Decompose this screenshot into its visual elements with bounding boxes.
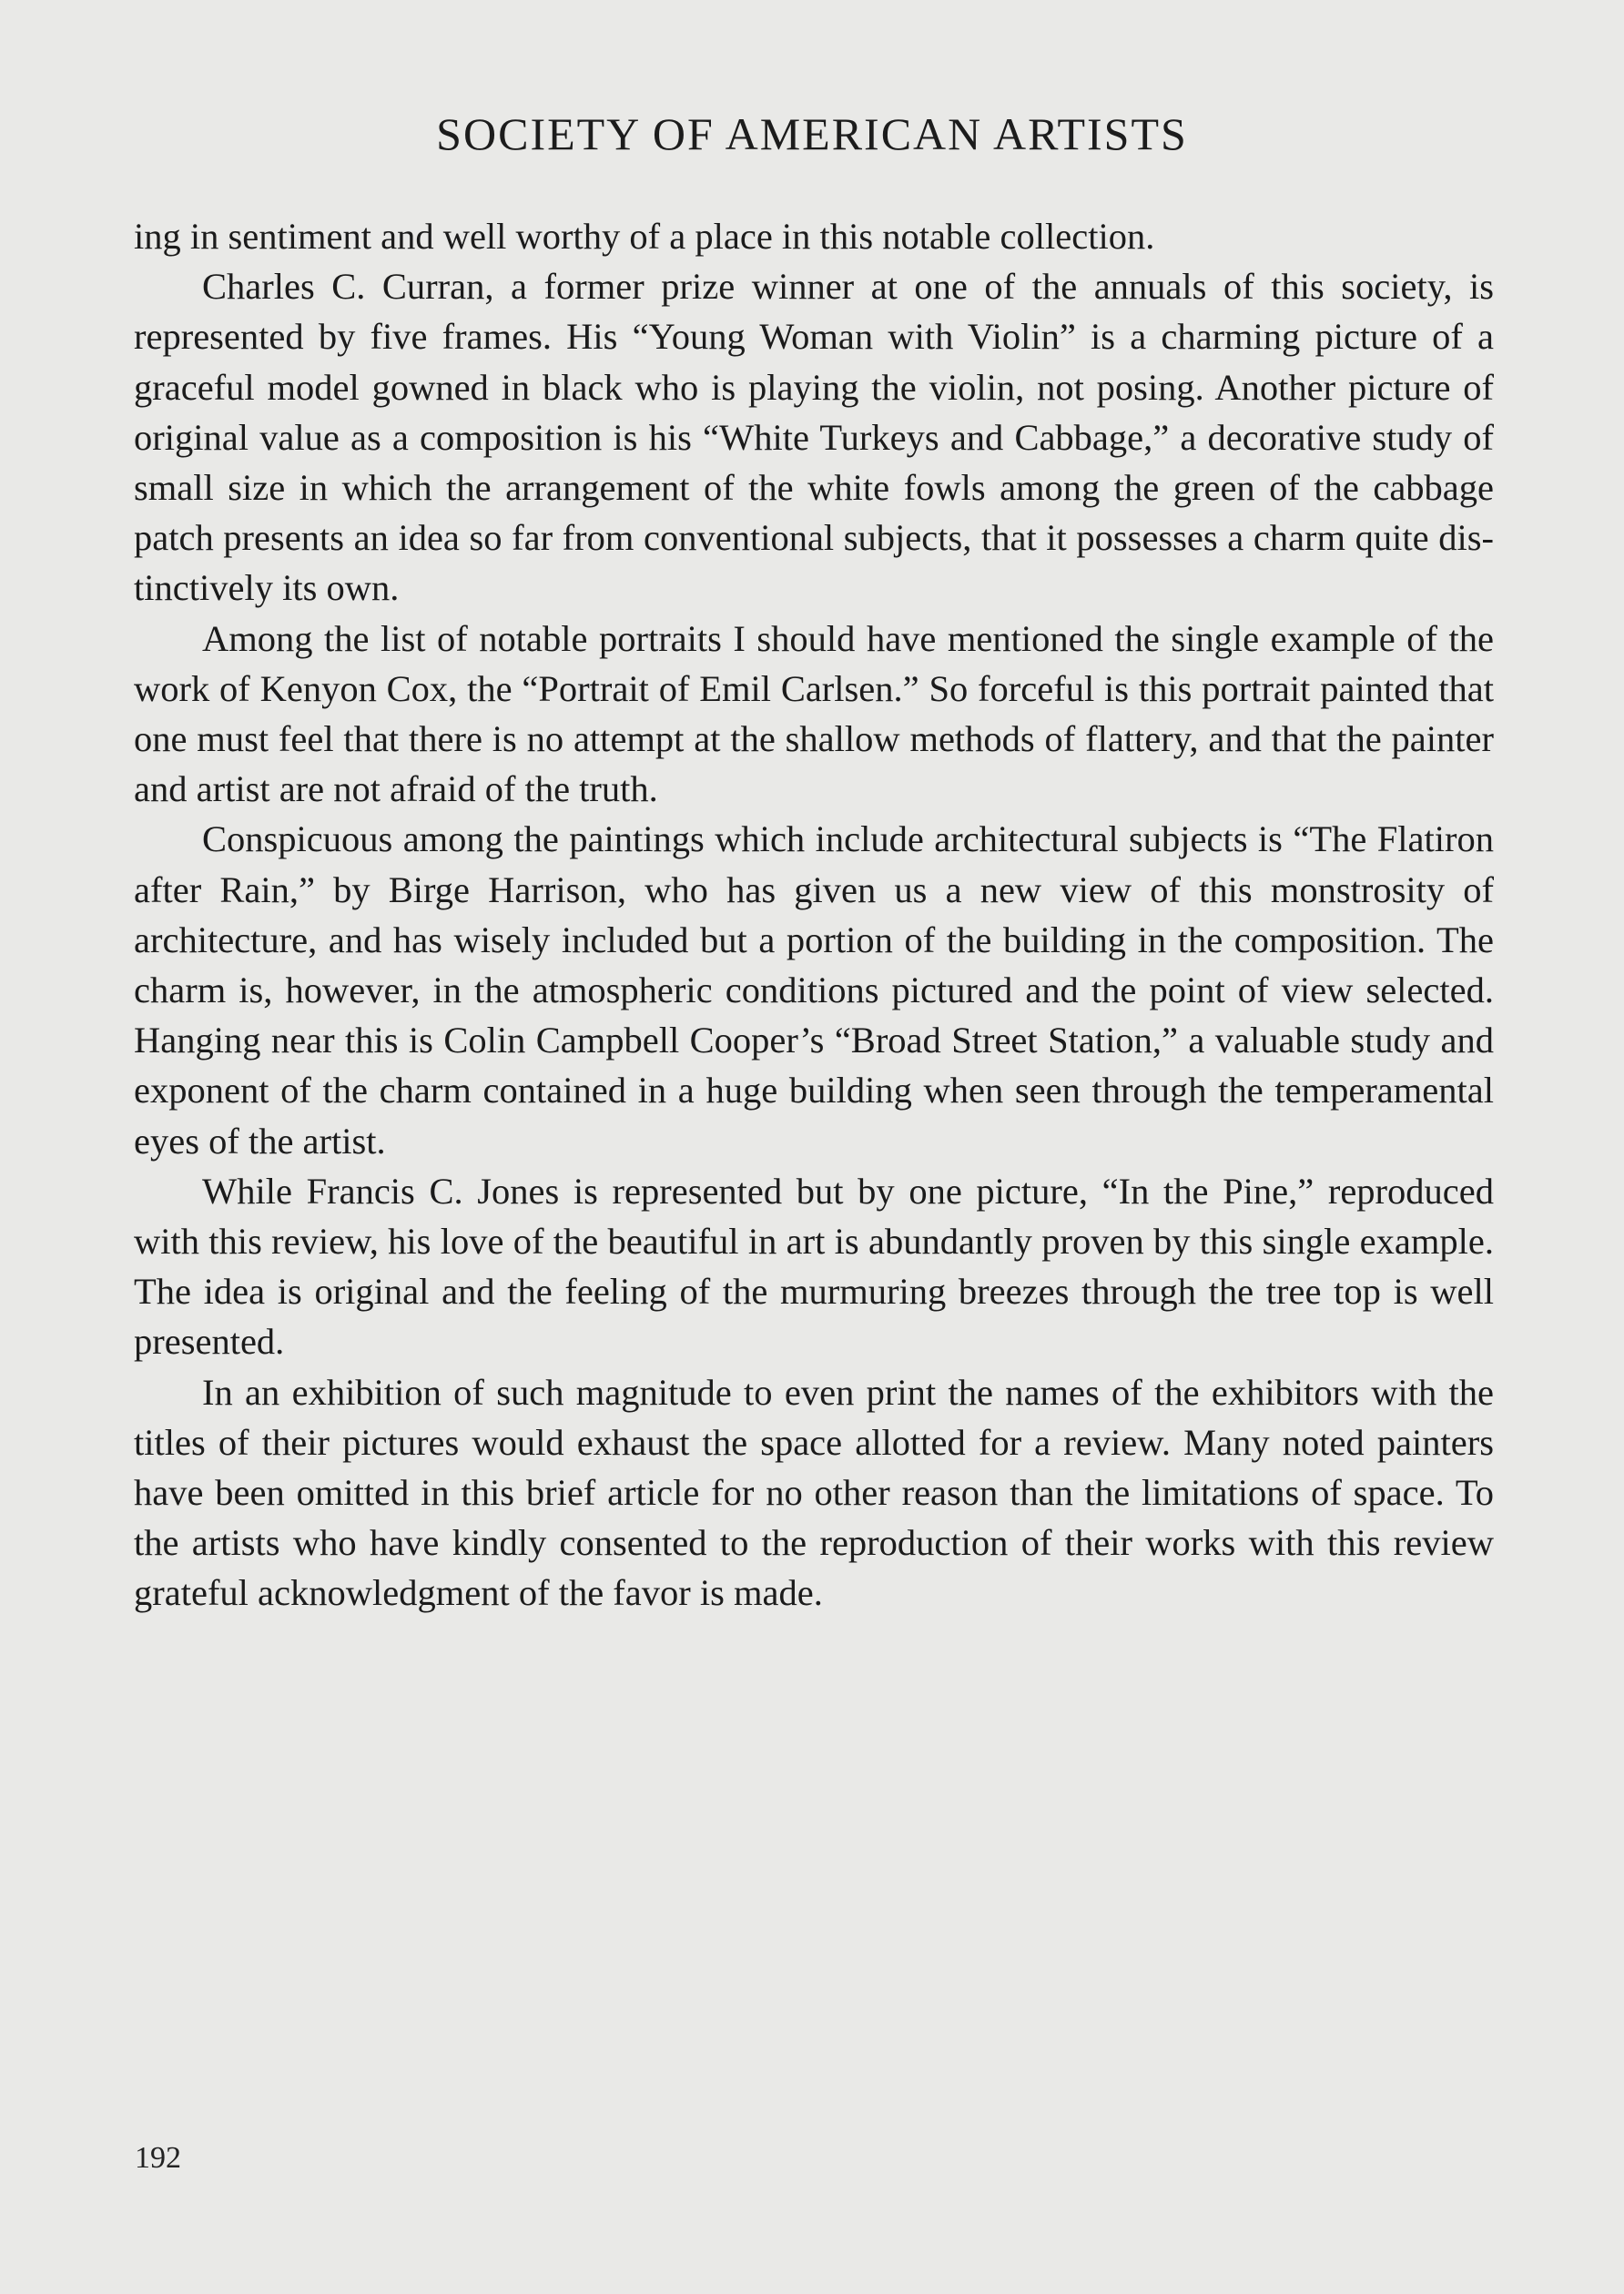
- paragraph-architectural: Conspicuous among the paintings which include architectural subjects is “The Flatiron after Rain,” by Birge Harrison, who has given us a new view of this monstrosity of architecture, and has wisely included but a portion of the building in the composition. The charm is, however, in the atmospheric conditions pictured and the point of view selected. Hanging near this is Colin Campbell Cooper’s “Broad Street Station,” a valuable study and exponent of the charm contained in a huge building when seen through the temperamental eyes of the artist.: [134, 818, 1494, 1162]
- paragraph-portraits: Among the list of notable portraits I should have mentioned the single example of the work of Kenyon Cox, the “Portrait of Emil Carlsen.” So forceful is this portrait painted that one must feel that there is no attempt at the shallow methods of flattery, and that the painter and artist are not afraid of the truth.: [134, 617, 1494, 810]
- paragraph-closing: In an exhibition of such magnitude to even print the names of the exhibitors with the titles of their pictures would exhaust the space allotted for a review. Many noted painters have been omitted in this brief article for no other reason than the limitations of space. To the artists who have kindly consented to the reproduction of their works with this review grateful acknowledgment of the favor is made.: [134, 1371, 1494, 1614]
- running-head: SOCIETY OF AMERICAN ARTISTS: [436, 108, 1188, 159]
- article-body: [134, 211, 1494, 1619]
- paragraph-jones: While Francis C. Jones is represented but by one picture, “In the Pine,” reproduced with this review, his love of the beautiful in art is abundantly proven by this single example. The idea is original and the feeling of the murmuring breezes through the tree top is well presented.: [134, 1170, 1494, 1363]
- paragraph-curran: Charles C. Curran, a former prize winner at one of the annuals of this society, is represented by five frames. His “Young Woman with Violin” is a charming picture of a graceful model gowned in black who is playing the violin, not posing. Another picture of original value as a composition is his “White Turkeys and Cabbage,” a decorative study of small size in which the arrangement of the white fowls among the green of the cabbage patch presents an idea so far from conventional subjects, that it possesses a charm quite distinctively its own.: [134, 266, 1494, 609]
- page-number: 192: [135, 2141, 181, 2175]
- paragraph-continuation: ing in sentiment and well worthy of a place in this notable collection.: [134, 216, 1155, 257]
